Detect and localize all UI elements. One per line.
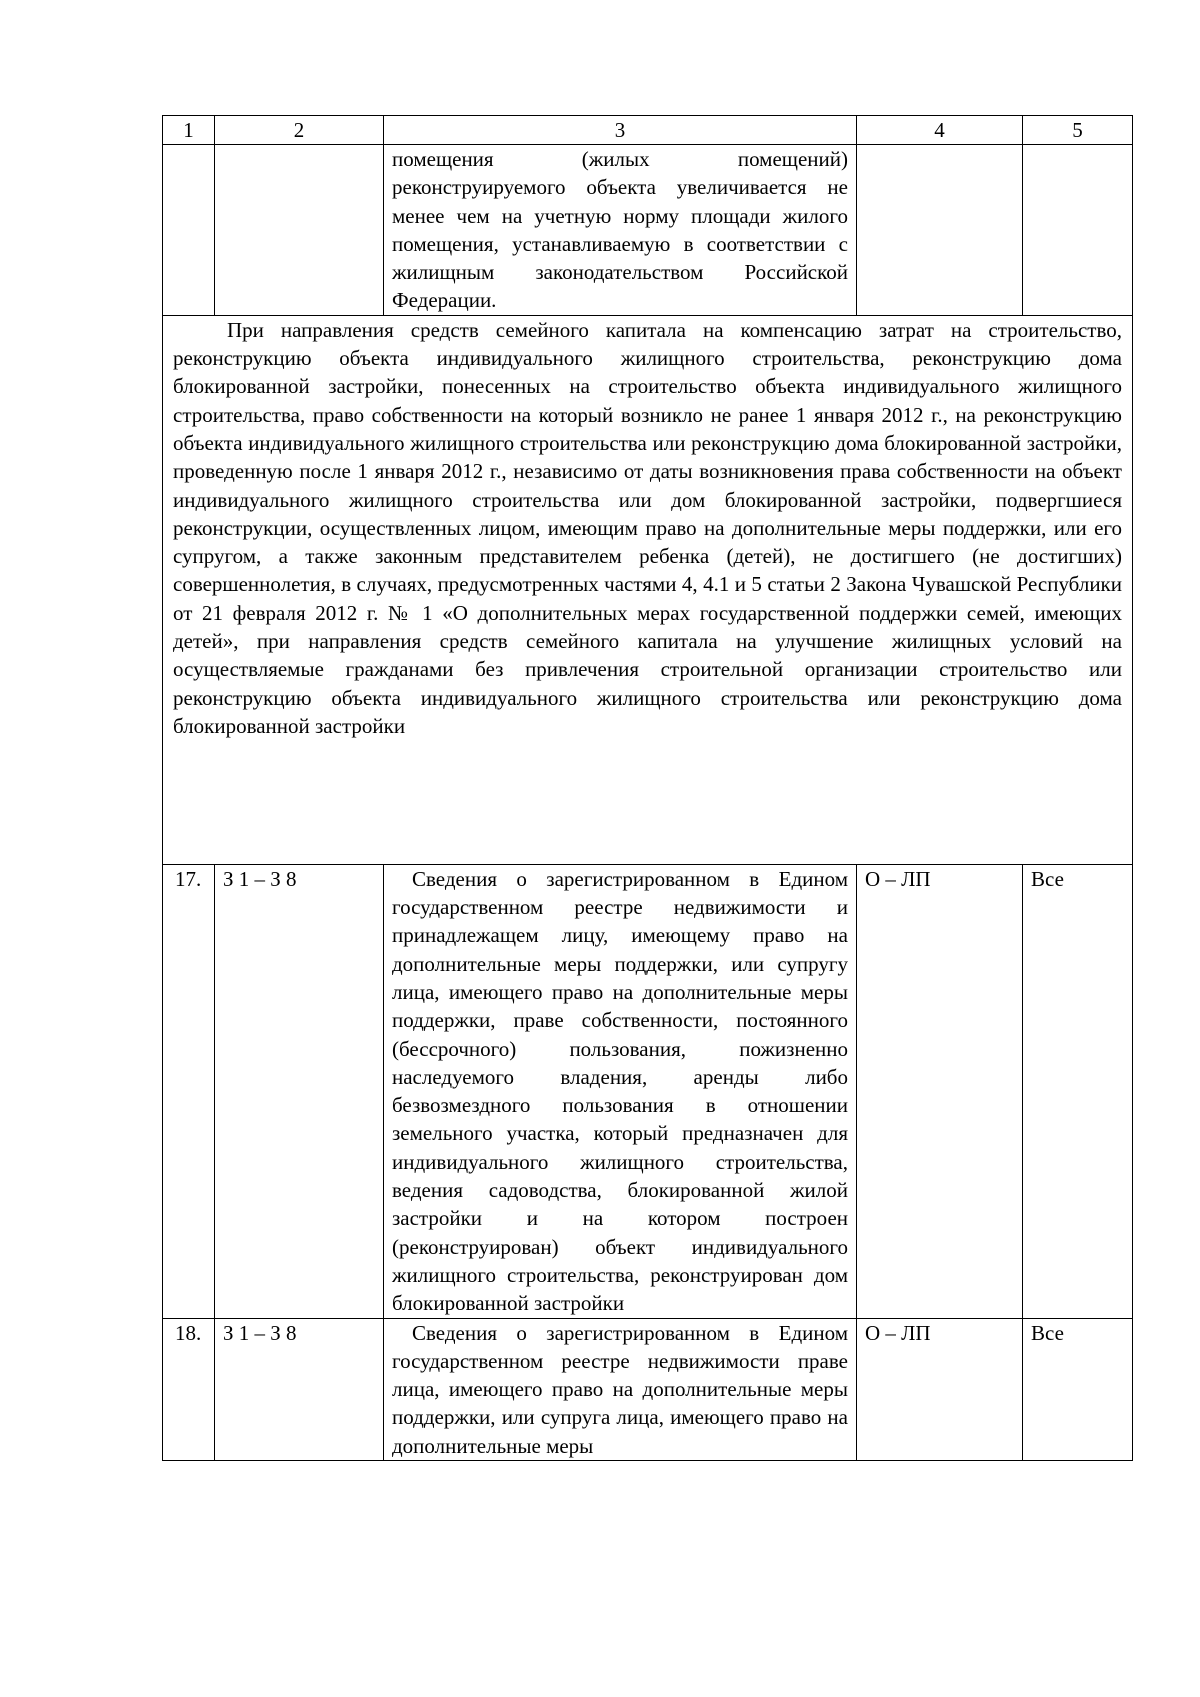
section-row [163, 315, 1133, 864]
row-code: З 1 – З 8 [215, 1318, 384, 1460]
row-col4: О – ЛП [857, 864, 1023, 1318]
row-number: 17. [163, 864, 215, 1318]
row-col4 [857, 145, 1023, 316]
header-cell-2: 2 [215, 116, 384, 145]
header-cell-1: 1 [163, 116, 215, 145]
table-row [163, 1318, 1133, 1460]
row-description: Сведения о зарегистрированном в Едином государственном реестре недвижимости и принадлежащем лицу, имеющему право на дополнительные меры поддержки, или супругу лица, имеющего право на дополнительные меры поддержки, праве собственности, постоянного (бессрочного) пользования, пожизненно наследуемого владения, аренды либо безвозмездного пользования в отношении земельного участка, который предназначен для индивидуального жилищного строительства, ведения садоводства, блокированной жилой застройки и на котором построен (реконструирован) объект индивидуального жилищного строительства, реконструирован дом блокированной застройки [384, 864, 857, 1318]
section-paragraph: При направления средств семейного капитала на компенсацию затрат на строительство, реконструкцию объекта индивидуального жилищного строительства, реконструкцию дома блокированной застройки, понесенных на строительство объекта индивидуального жилищного строительства, право собственности на который возникло не ранее 1 января 2012 г., на реконструкцию объекта индивидуального жилищного строительства или реконструкцию дома блокированной застройки, проведенную после 1 января 2012 г., независимо от даты возникновения права собственности на объект индивидуального жилищного строительства или дом блокированной застройки, подвергшиеся реконструкции, осуществленных лицом, имеющим право на дополнительные меры поддержки, или его супругом, а также законным представителем ребенка (детей), не достигшего (не достигших) совершеннолетия, в случаях, предусмотренных частями 4, 4.1 и 5 статьи 2 Закона Чувашской Республики от 21 февраля 2012 г. № 1 «О дополнительных мерах государственной поддержки семей, имеющих детей», при направления средств семейного капитала на улучшение жилищных условий на осуществляемые гражданами без привлечения строительной организации строительство или реконструкцию объекта индивидуального жилищного строительства или реконструкцию дома блокированной застройки [163, 315, 1133, 864]
header-cell-3: 3 [384, 116, 857, 145]
row-col5 [1023, 145, 1133, 316]
row-description: Сведения о зарегистрированном в Едином государственном реестре недвижимости праве лица, имеющего право на дополнительные меры поддержки, или супруга лица, имеющего право на дополнительные меры [384, 1318, 857, 1460]
header-cell-5: 5 [1023, 116, 1133, 145]
row-col4: О – ЛП [857, 1318, 1023, 1460]
row-code: З 1 – З 8 [215, 864, 384, 1318]
table-row [163, 864, 1133, 1318]
table-row [163, 145, 1133, 316]
row-code [215, 145, 384, 316]
document-table [162, 115, 1133, 1461]
row-col5: Все [1023, 864, 1133, 1318]
header-cell-4: 4 [857, 116, 1023, 145]
table-header-row [163, 116, 1133, 145]
row-description: помещения (жилых помещений) реконструируемого объекта увеличивается не менее чем на учетную норму площади жилого помещения, устанавливаемую в соответствии с жилищным законодательством Российской Федерации. [384, 145, 857, 316]
row-number [163, 145, 215, 316]
row-col5: Все [1023, 1318, 1133, 1460]
row-number: 18. [163, 1318, 215, 1460]
